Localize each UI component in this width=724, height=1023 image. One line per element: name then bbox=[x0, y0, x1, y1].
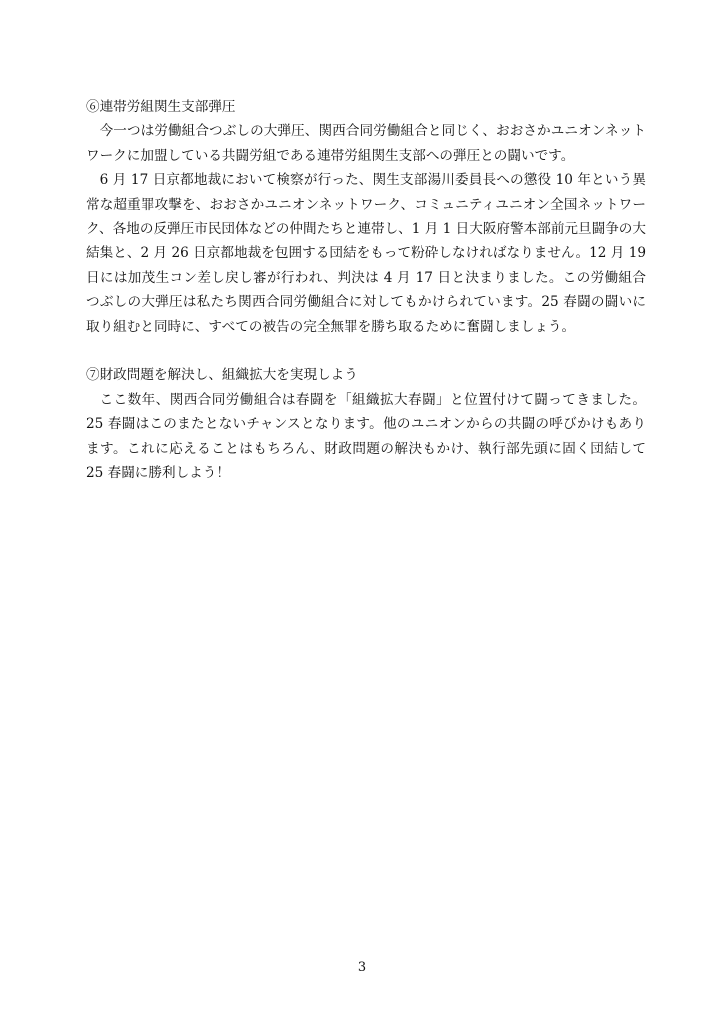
section-heading: ⑥連帯労組関生支部弾圧 bbox=[86, 99, 236, 115]
document-body bbox=[86, 95, 646, 485]
section-kansei-repression bbox=[86, 95, 646, 339]
paragraph: 6 月 17 日京都地裁において検察が行った、関生支部湯川委員長への懲役 10 年という異常な超重罪攻撃を、おおさかユニオンネットワーク、コミュニティユニオン全国ネットワーク、各地の反弾圧市民団体などの仲間たちと連帯し、1 月 1 日大阪府警本部前元旦闘争の大結集と、2 月 26 日京都地裁を包囲する団結をもって粉砕しなければなりません。12 月 19 日には加茂生コン差し戻し審が行われ、判決は 4 月 17 日と決まりました。この労働組合つぶしの大弾圧は私たち関西合同労働組合に対してもかけられています。25 春闘の闘いに取り組むと同時に、すべての被告の完全無罪を勝ち取るために奮闘しましょう。 bbox=[86, 172, 646, 335]
page-number: 3 bbox=[357, 960, 367, 975]
section-heading: ⑦財政問題を解決し、組織拡大を実現しよう bbox=[86, 367, 358, 384]
paragraph: ここ数年、関西合同労働組合は春闘を「組織拡大春闘」と位置付けて闘ってきました。25 春闘はこのまたとないチャンスとなります。他のユニオンからの共闘の呼びかけもあります。これに応えることはもちろん、財政問題の解決もかけ、執行部先頭に固く団結して 25 春闘に勝利しよう！ bbox=[86, 391, 646, 482]
paragraph: 今一つは労働組合つぶしの大弾圧、関西合同労働組合と同じく、おおさかユニオンネットワークに加盟している共闘労組である連帯労組関生支部への弾圧との闘いです。 bbox=[86, 123, 646, 164]
section-finance-organization bbox=[86, 363, 646, 485]
